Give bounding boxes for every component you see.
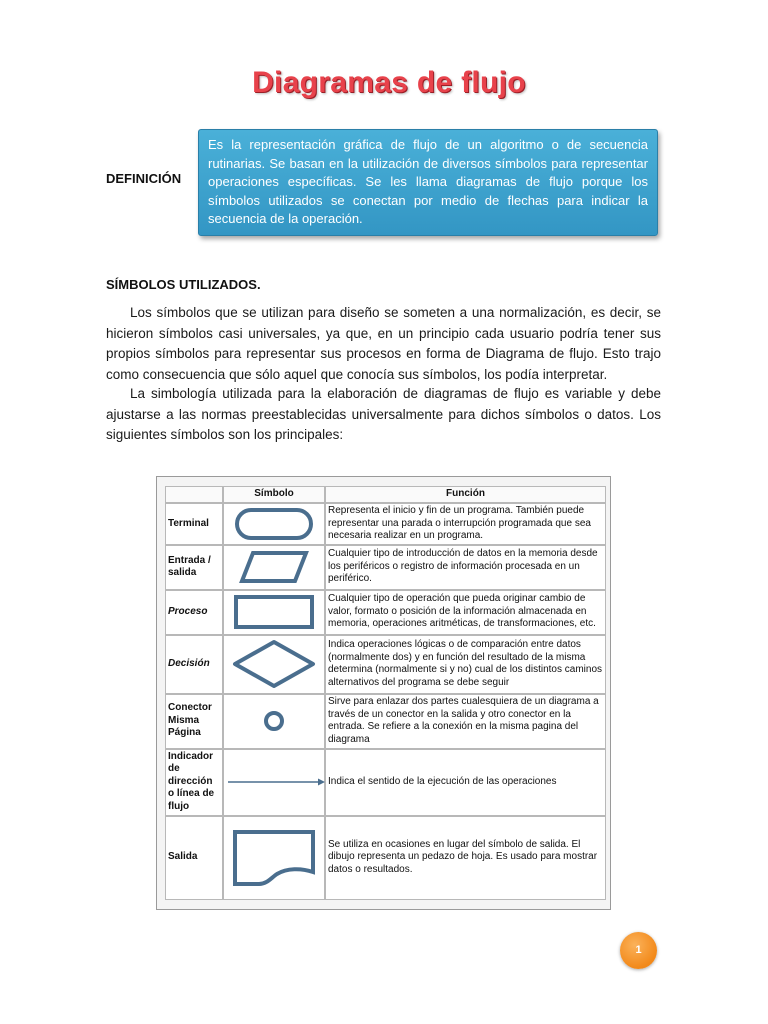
table-row xyxy=(165,635,606,694)
page-number-badge: 1 xyxy=(620,932,657,969)
symbol-name: Decisión xyxy=(165,635,223,694)
input-output-parallelogram-icon xyxy=(239,550,309,584)
symbol-name: Indicador de dirección o línea de flujo xyxy=(165,749,223,816)
terminal-rounded-rectangle-icon xyxy=(234,507,314,541)
symbol-function: Representa el inicio y fin de un programa. También puede representar una parada o interrupción programada que sea necesaria realizar en un programa. xyxy=(325,503,606,545)
flow-arrow-icon xyxy=(226,776,326,788)
table-row xyxy=(165,590,606,635)
table-header-row xyxy=(165,486,606,503)
document-output-icon xyxy=(231,828,317,888)
table-header-function: Función xyxy=(325,486,606,503)
paragraph-2: La simbología utilizada para la elaboración de diagramas de flujo es variable y debe ajustarse a las normas preestablecidas universalmente para dichos símbolos o datos. Los siguientes símbolos son los principales: xyxy=(106,386,661,442)
table-row xyxy=(165,503,606,545)
decision-diamond-icon xyxy=(231,638,317,690)
paragraph-1: Los símbolos que se utilizan para diseño se someten a una normalización, es decir, se hicieron símbolos casi universales, ya que, en un principio cada usuario podría tener sus propios símbolos para representar sus procesos en forma de Diagrama de flujo. Esto trajo como consecuencia que sólo aquel que conocía sus símbolos, los podía interpretar. xyxy=(106,305,661,382)
section-title: SÍMBOLOS UTILIZADOS. xyxy=(106,277,261,292)
symbols-table xyxy=(165,486,606,900)
symbol-function: Indica el sentido de la ejecución de las operaciones xyxy=(325,749,606,816)
symbol-name: Salida xyxy=(165,816,223,900)
symbol-name: Proceso xyxy=(165,590,223,635)
table-row xyxy=(165,749,606,816)
table-row xyxy=(165,816,606,900)
symbol-name: Entrada / salida xyxy=(165,545,223,590)
definition-label: DEFINICIÓN xyxy=(106,171,182,186)
table-row xyxy=(165,545,606,590)
table-header-symbol: Símbolo xyxy=(223,486,325,503)
symbol-function: Se utiliza en ocasiones en lugar del símbolo de salida. El dibujo representa un pedazo de hoja. Es usado para mostrar datos o resultados. xyxy=(325,816,606,900)
table-row xyxy=(165,694,606,749)
connector-circle-icon xyxy=(262,709,286,733)
page-title: Diagramas de flujo xyxy=(252,66,526,99)
symbol-function: Cualquier tipo de operación que pueda originar cambio de valor, formato o posición de la información almacenada en memoria, operaciones aritméticas, de transformaciones, etc. xyxy=(325,590,606,635)
symbols-table-image xyxy=(156,476,611,910)
symbol-function: Sirve para enlazar dos partes cualesquiera de un diagrama a través de un conector en la salida y otro conector en la entrada. Se refiere a la conexión en la misma pagina del diagrama xyxy=(325,694,606,749)
symbol-name: Terminal xyxy=(165,503,223,545)
table-header-name xyxy=(165,486,223,503)
symbol-function: Cualquier tipo de introducción de datos en la memoria desde los periféricos o registro de información procesada en un periférico. xyxy=(325,545,606,590)
symbol-function: Indica operaciones lógicas o de comparación entre datos (normalmente dos) y en función del resultado de la misma determina (normalmente si y no) cual de los distintos caminos alternativos del programa se debe seguir xyxy=(325,635,606,694)
definition-box: Es la representación gráfica de flujo de un algoritmo o de secuencia rutinarias. Se basan en la utilización de diversos símbolos para representar operaciones específicas. Se les llama diagramas de flujo porque los símbolos utilizados se conectan por medio de flechas para indicar la secuencia de la operación. xyxy=(198,129,658,236)
process-rectangle-icon xyxy=(233,594,315,630)
symbol-name: Conector Misma Página xyxy=(165,694,223,749)
